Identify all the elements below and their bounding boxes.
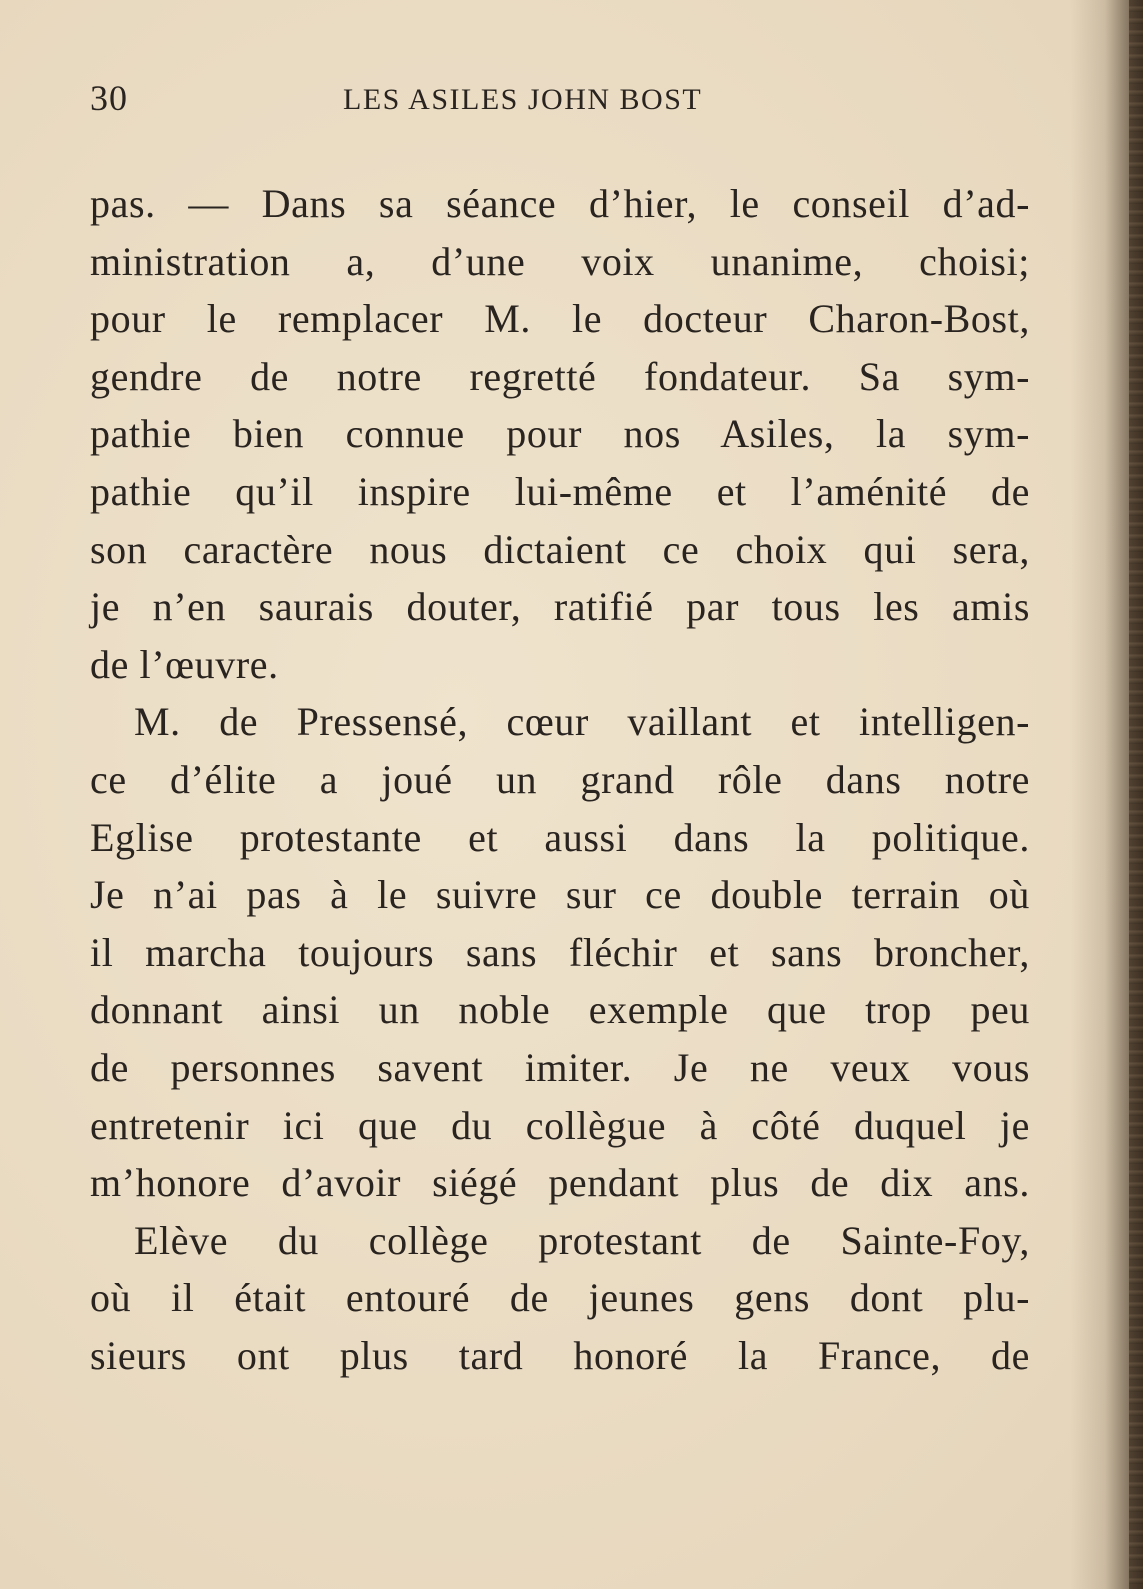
text-line: M. de Pressensé, cœur vaillant et intelligen-: [134, 699, 1030, 745]
text-line: Je n’ai pas à le suivre sur ce double terrain où: [90, 872, 1030, 918]
text-line: sieurs ont plus tard honoré la France, de: [90, 1332, 1030, 1378]
text-line: pathie qu’il inspire lui-même et l’aménité de: [90, 468, 1030, 514]
text-line: je n’en saurais douter, ratifié par tous les amis: [90, 584, 1030, 630]
page-number: 30: [90, 78, 128, 118]
paragraph: [90, 175, 1030, 693]
text-line: où il était entouré de jeunes gens dont plu-: [90, 1275, 1030, 1321]
text-line: ministration a, d’une voix unanime, choisi;: [90, 238, 1030, 284]
paragraph: [90, 693, 1030, 1211]
running-head: [0, 76, 1143, 120]
text-line: Eglise protestante et aussi dans la politique.: [90, 814, 1030, 860]
text-line: de l’œuvre.: [90, 641, 279, 687]
text-line: m’honore d’avoir siégé pendant plus de dix ans.: [90, 1160, 1030, 1206]
text-line: son caractère nous dictaient ce choix qui sera,: [90, 526, 1030, 572]
text-line: ce d’élite a joué un grand rôle dans notre: [90, 756, 1030, 802]
text-line: pas. — Dans sa séance d’hier, le conseil d’ad-: [90, 181, 1030, 226]
text-line: pour le remplacer M. le docteur Charon-Bost,: [90, 296, 1030, 342]
text-line: Elève du collège protestant de Sainte-Foy,: [134, 1217, 1030, 1263]
text-line: il marcha toujours sans fléchir et sans broncher,: [90, 929, 1030, 975]
text-line: donnant ainsi un noble exemple que trop peu: [90, 987, 1030, 1033]
book-fore-edge: [1129, 0, 1143, 1589]
text-line: gendre de notre regretté fondateur. Sa sym-: [90, 353, 1030, 399]
text-line: pathie bien connue pour nos Asiles, la sym-: [90, 411, 1030, 457]
paragraph: [90, 1212, 1030, 1385]
text-line: de personnes savent imiter. Je ne veux vous: [90, 1044, 1030, 1090]
body-text: [90, 175, 1030, 1384]
running-title: LES ASILES JOHN BOST: [343, 83, 703, 116]
text-line: entretenir ici que du collègue à côté duquel je: [90, 1102, 1030, 1148]
